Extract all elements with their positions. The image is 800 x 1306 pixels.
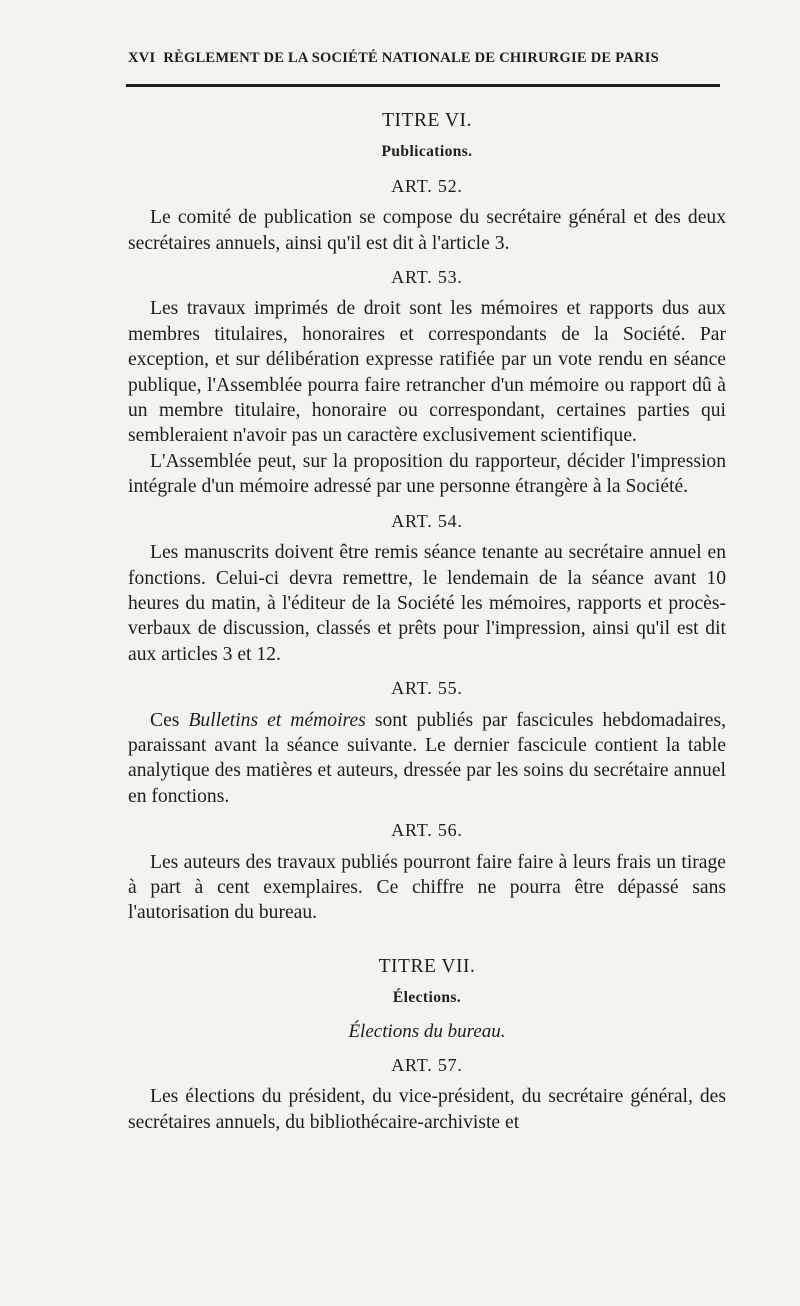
art-53-paragraph-2: L'Assemblée peut, sur la proposition du rapporteur, décider l'impression intégrale d'un mémoire adressé par une personne étrangère à la Société. [128,450,726,498]
art-57-label: ART. 57. [391,1055,463,1075]
titre-vii-italic-subheading: Élections du bureau. [348,1020,506,1042]
titre-vi-heading: TITRE VI. [382,110,472,131]
titre-vii-subtitle: Élections. [392,989,462,1007]
art-54-label: ART. 54. [391,510,463,531]
art-53-label: ART. 53. [391,267,463,288]
titre-vii-heading: TITRE VII. [378,955,476,977]
art-53-paragraph-1: Les travaux imprimés de droit sont les mémoires et rapports dus aux membres titulaires, honoraires et correspondants de la Société. Par exception, et sur délibération expresse ratifiée par un vote rendu en séance publique, l'Assemblée pourra faire retrancher d'un mémoire ou rapport dû à un membre titulaire, honoraire ou correspondant, certaines parties qui sembleraient n'avoir pas un caractère exclusivement scientifique. [128,298,726,447]
page-body [128,108,726,1135]
art-57-text: Les élections du président, du vice-président, du secrétaire général, des secrétaires annuels, du bibliothécaire-archiviste et [128,1086,726,1133]
art-55-label: ART. 55. [391,678,463,699]
art-55-rest: sont publiés par fascicules hebdomadaires, paraissant avant la séance suivante. Le dernier fascicule contient la table analytique des matières et auteurs, dressée par les soins du secrétaire annuel en fonctions. [128,709,726,807]
art-56-label: ART. 56. [391,820,463,841]
art-54-text: Les manuscrits doivent être remis séance tenante au secrétaire annuel en fonctions. Celui-ci devra remettre, le lendemain de la séance avant 10 heures du matin, à l'éditeur de la Société les mémoires, rapports et procès-verbaux de discussion, classés et prêts pour l'impression, ainsi qu'il est dit aux articles 3 et 12. [128,542,726,665]
running-title: RÈGLEMENT DE LA SOCIÉTÉ NATIONALE DE CHIRURGIE DE PARIS [163,50,659,66]
art-55-publication-title: Bulletins et mémoires [188,709,366,731]
section-spacer [128,926,726,954]
art-52-text: Le comité de publication se compose du secrétaire général et des deux secrétaires annuels, ainsi qu'il est dit à l'article 3. [128,207,726,254]
art-55-text [128,708,726,810]
art-55-lead: Ces [150,709,189,731]
art-52-label: ART. 52. [391,175,463,196]
running-header [128,50,700,67]
header-rule [126,84,720,87]
titre-vi-subtitle: Publications. [381,143,473,161]
art-56-text: Les auteurs des travaux publiés pourront faire faire à leurs frais un tirage à part à cent exemplaires. Ce chiffre ne pourra être dépassé sans l'autorisation du bureau. [128,851,726,924]
page-number: XVI [128,50,156,66]
